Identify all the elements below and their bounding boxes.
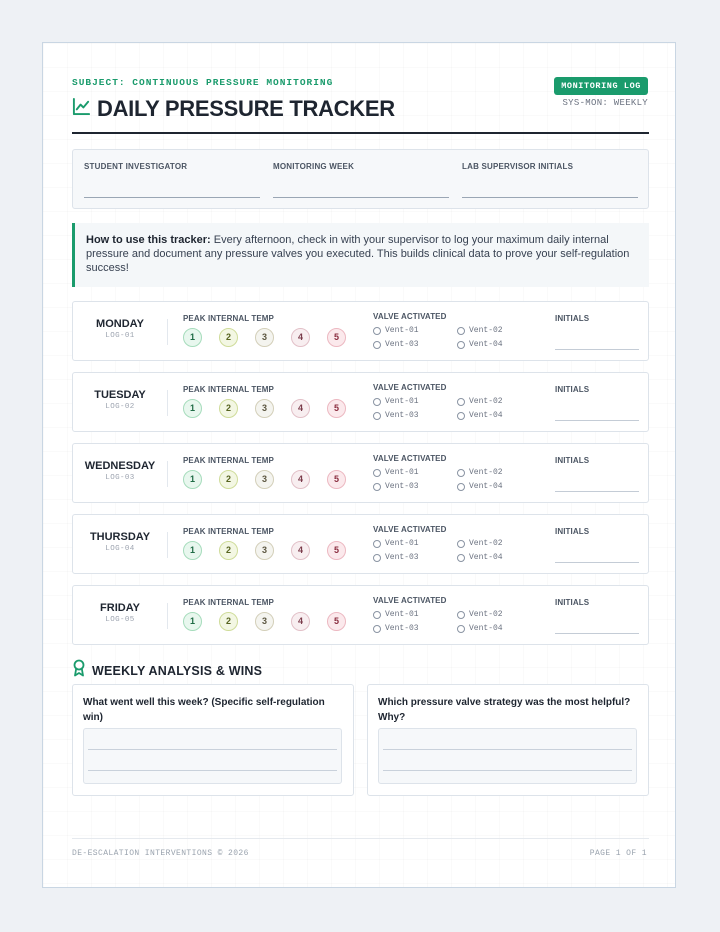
day-name: FRIDAY <box>100 602 140 614</box>
vent-label: Vent-03 <box>385 411 419 420</box>
vent-label: Vent-01 <box>385 326 419 335</box>
vent-option[interactable] <box>457 326 503 335</box>
vent-option[interactable] <box>373 624 419 633</box>
vent-label: Vent-03 <box>385 553 419 562</box>
temp-rating-3[interactable]: 3 <box>255 328 274 347</box>
initials-line[interactable] <box>555 349 639 350</box>
vent-option[interactable] <box>373 326 419 335</box>
instructions-body: Every afternoon, check in with your supervisor to log your maximum daily internal pressure and document any pressure valves you executed. This builds clinical data to prove your self-regulation success! <box>86 234 630 274</box>
vent-option[interactable] <box>457 539 503 548</box>
day-card-wednesday <box>72 443 649 503</box>
answer-area[interactable] <box>378 728 637 784</box>
analysis-title: WEEKLY ANALYSIS & WINS <box>92 663 263 678</box>
valve-label: VALVE ACTIVATED <box>373 383 447 392</box>
temp-rating-4[interactable]: 4 <box>291 612 310 631</box>
vent-option[interactable] <box>373 610 419 619</box>
answer-line <box>383 749 632 750</box>
temp-rating-3[interactable]: 3 <box>255 399 274 418</box>
answer-line <box>88 749 337 750</box>
page-title: DAILY PRESSURE TRACKER <box>97 96 395 121</box>
temp-rating-3[interactable]: 3 <box>255 541 274 560</box>
vent-label: Vent-02 <box>469 539 503 548</box>
vent-label: Vent-04 <box>469 411 503 420</box>
instructions-lead: How to use this tracker: <box>86 234 211 246</box>
radio-circle-icon[interactable] <box>373 554 381 562</box>
log-code: LOG-03 <box>105 474 135 482</box>
temp-rating-4[interactable]: 4 <box>291 399 310 418</box>
vent-option[interactable] <box>457 468 503 477</box>
initials-label: INITIALS <box>555 385 590 394</box>
temp-rating-2[interactable]: 2 <box>219 328 238 347</box>
sys-code: SYS-MON: WEEKLY <box>562 98 648 108</box>
monitoring-log-badge: MONITORING LOG <box>554 77 648 95</box>
question-card <box>367 684 649 796</box>
vent-option[interactable] <box>373 340 419 349</box>
day-card-tuesday <box>72 372 649 432</box>
day-card-thursday <box>72 514 649 574</box>
day-name: THURSDAY <box>89 531 151 543</box>
vent-label: Vent-03 <box>385 482 419 491</box>
temp-rating-2[interactable]: 2 <box>219 470 238 489</box>
valve-label: VALVE ACTIVATED <box>373 312 447 321</box>
radio-circle-icon[interactable] <box>457 327 465 335</box>
vent-option[interactable] <box>373 397 419 406</box>
write-line[interactable] <box>84 197 260 198</box>
initials-label: INITIALS <box>555 456 590 465</box>
valve-label: VALVE ACTIVATED <box>373 596 447 605</box>
day-name: WEDNESDAY <box>84 460 156 472</box>
temp-rating-5[interactable]: 5 <box>327 470 346 489</box>
temp-rating-5[interactable]: 5 <box>327 399 346 418</box>
initials-label: INITIALS <box>555 314 590 323</box>
radio-circle-icon[interactable] <box>457 341 465 349</box>
peak-temp-label: PEAK INTERNAL TEMP <box>183 385 274 394</box>
question-text: Which pressure valve strategy was the most helpful? Why? <box>378 697 631 723</box>
vent-label: Vent-01 <box>385 397 419 406</box>
instructions-callout <box>72 223 649 287</box>
divider <box>167 532 168 558</box>
subject-line: SUBJECT: CONTINUOUS PRESSURE MONITORING <box>72 77 334 88</box>
log-code: LOG-04 <box>105 545 135 553</box>
radio-circle-icon[interactable] <box>457 398 465 406</box>
vent-label: Vent-04 <box>469 624 503 633</box>
header-rule <box>72 132 649 134</box>
day-card-friday <box>72 585 649 645</box>
day-card-monday <box>72 301 649 361</box>
vent-option[interactable] <box>373 482 419 491</box>
award-ribbon-icon <box>72 659 86 682</box>
vent-label: Vent-03 <box>385 624 419 633</box>
header <box>72 77 648 122</box>
temp-rating-1[interactable]: 1 <box>183 541 202 560</box>
temp-rating-3[interactable]: 3 <box>255 612 274 631</box>
vent-label: Vent-04 <box>469 340 503 349</box>
temp-rating-2[interactable]: 2 <box>219 541 238 560</box>
valve-label: VALVE ACTIVATED <box>373 454 447 463</box>
radio-circle-icon[interactable] <box>373 625 381 633</box>
radio-circle-icon[interactable] <box>457 554 465 562</box>
peak-temp-label: PEAK INTERNAL TEMP <box>183 314 274 323</box>
field-label: MONITORING WEEK <box>273 162 355 171</box>
supervisor-initials-field[interactable] <box>462 162 638 171</box>
day-name: MONDAY <box>96 318 144 330</box>
analysis-header <box>72 659 262 682</box>
divider <box>167 390 168 416</box>
valve-label: VALVE ACTIVATED <box>373 525 447 534</box>
vent-label: Vent-02 <box>469 610 503 619</box>
vent-option[interactable] <box>373 411 419 420</box>
vent-label: Vent-01 <box>385 610 419 619</box>
vent-label: Vent-02 <box>469 397 503 406</box>
temp-rating-3[interactable]: 3 <box>255 470 274 489</box>
divider <box>167 603 168 629</box>
temp-rating-5[interactable]: 5 <box>327 612 346 631</box>
radio-circle-icon[interactable] <box>373 469 381 477</box>
temp-rating-1[interactable]: 1 <box>183 612 202 631</box>
initials-line[interactable] <box>555 562 639 563</box>
divider <box>167 319 168 345</box>
radio-circle-icon[interactable] <box>373 341 381 349</box>
answer-line <box>88 770 337 771</box>
vent-option[interactable] <box>457 397 503 406</box>
answer-line <box>383 770 632 771</box>
vent-option[interactable] <box>373 553 419 562</box>
vent-label: Vent-01 <box>385 539 419 548</box>
peak-temp-label: PEAK INTERNAL TEMP <box>183 527 274 536</box>
temp-rating-2[interactable]: 2 <box>219 612 238 631</box>
question-card <box>72 684 354 796</box>
vent-label: Vent-04 <box>469 482 503 491</box>
temp-rating-4[interactable]: 4 <box>291 328 310 347</box>
vent-option[interactable] <box>373 539 419 548</box>
field-label: STUDENT INVESTIGATOR <box>84 162 188 171</box>
vent-option[interactable] <box>373 468 419 477</box>
temp-rating-5[interactable]: 5 <box>327 328 346 347</box>
student-investigator-field[interactable] <box>84 162 260 171</box>
trend-chart-icon <box>72 97 91 121</box>
temp-rating-5[interactable]: 5 <box>327 541 346 560</box>
footer-rule <box>72 838 649 839</box>
vent-label: Vent-01 <box>385 468 419 477</box>
radio-circle-icon[interactable] <box>457 540 465 548</box>
radio-circle-icon[interactable] <box>373 327 381 335</box>
footer-copyright: DE-ESCALATION INTERVENTIONS © 2026 <box>72 849 249 858</box>
radio-circle-icon[interactable] <box>373 398 381 406</box>
monitoring-week-field[interactable] <box>273 162 449 171</box>
radio-circle-icon[interactable] <box>457 611 465 619</box>
field-label: LAB SUPERVISOR INITIALS <box>462 162 574 171</box>
peak-temp-label: PEAK INTERNAL TEMP <box>183 456 274 465</box>
temp-rating-1[interactable]: 1 <box>183 399 202 418</box>
vent-option[interactable] <box>457 610 503 619</box>
temp-rating-1[interactable]: 1 <box>183 470 202 489</box>
peak-temp-label: PEAK INTERNAL TEMP <box>183 598 274 607</box>
radio-circle-icon[interactable] <box>373 483 381 491</box>
radio-circle-icon[interactable] <box>457 469 465 477</box>
temp-rating-4[interactable]: 4 <box>291 541 310 560</box>
write-line[interactable] <box>273 197 449 198</box>
log-code: LOG-02 <box>105 403 135 411</box>
radio-circle-icon[interactable] <box>373 412 381 420</box>
answer-area[interactable] <box>83 728 342 784</box>
vent-label: Vent-04 <box>469 553 503 562</box>
radio-circle-icon[interactable] <box>373 611 381 619</box>
day-name: TUESDAY <box>94 389 146 401</box>
initials-line[interactable] <box>555 420 639 421</box>
radio-circle-icon[interactable] <box>373 540 381 548</box>
footer-page-number: PAGE 1 OF 1 <box>589 849 647 858</box>
radio-circle-icon[interactable] <box>457 625 465 633</box>
initials-label: INITIALS <box>555 527 590 536</box>
info-fields-box <box>72 149 649 209</box>
initials-label: INITIALS <box>555 598 590 607</box>
question-text: What went well this week? (Specific self-regulation win) <box>83 697 325 723</box>
vent-label: Vent-02 <box>469 468 503 477</box>
vent-option[interactable] <box>457 482 503 491</box>
radio-circle-icon[interactable] <box>457 483 465 491</box>
write-line[interactable] <box>462 197 638 198</box>
temp-rating-1[interactable]: 1 <box>183 328 202 347</box>
vent-label: Vent-03 <box>385 340 419 349</box>
vent-option[interactable] <box>457 624 503 633</box>
vent-option[interactable] <box>457 411 503 420</box>
divider <box>167 461 168 487</box>
temp-rating-4[interactable]: 4 <box>291 470 310 489</box>
vent-option[interactable] <box>457 340 503 349</box>
initials-line[interactable] <box>555 491 639 492</box>
vent-label: Vent-02 <box>469 326 503 335</box>
log-code: LOG-05 <box>105 616 135 624</box>
radio-circle-icon[interactable] <box>457 412 465 420</box>
tracker-page <box>42 42 676 888</box>
temp-rating-2[interactable]: 2 <box>219 399 238 418</box>
vent-option[interactable] <box>457 553 503 562</box>
log-code: LOG-01 <box>105 332 135 340</box>
initials-line[interactable] <box>555 633 639 634</box>
